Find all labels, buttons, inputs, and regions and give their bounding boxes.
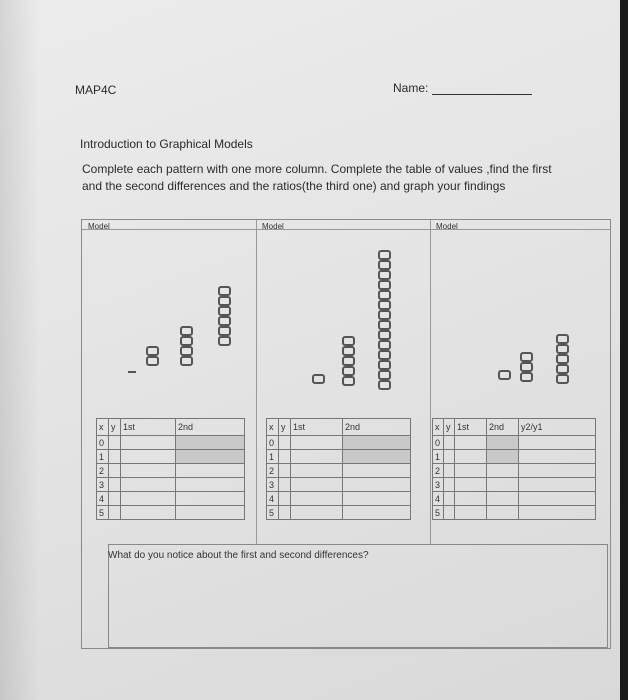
second-diff-cell[interactable] [343,450,411,464]
tile [180,346,193,356]
y-cell[interactable] [279,506,291,520]
tile [520,362,533,372]
tile [378,250,391,260]
name-label: Name: [393,81,429,95]
y-cell[interactable] [279,478,291,492]
x-value: 5 [97,506,109,520]
header-second-diff: 2nd [343,419,411,436]
model-label-3: Model [436,222,458,231]
tile [378,370,391,380]
table-header-row [97,419,245,436]
x-value: 4 [97,492,109,506]
table-row [433,478,596,492]
page-shadow [0,0,40,700]
first-diff-cell[interactable] [121,478,176,492]
first-diff-cell[interactable] [455,464,487,478]
first-diff-cell[interactable] [455,450,487,464]
y-cell[interactable] [444,436,455,450]
x-value: 0 [267,436,279,450]
tile [342,376,355,386]
table-row [97,506,245,520]
first-diff-cell[interactable] [455,436,487,450]
table-row [97,436,245,450]
ratio-cell[interactable] [519,492,596,506]
tile [378,360,391,370]
header-x: x [267,419,279,436]
table-row [267,492,411,506]
tile [180,356,193,366]
second-diff-cell[interactable] [176,464,245,478]
name-blank-line[interactable] [432,94,532,95]
second-diff-cell[interactable] [176,450,245,464]
differences-question: What do you notice about the first and second differences? [108,550,369,561]
table-row [433,492,596,506]
first-diff-cell[interactable] [121,464,176,478]
x-value: 0 [433,436,444,450]
model-label-1: Model [88,222,110,231]
first-diff-cell[interactable] [121,436,176,450]
model-label-2: Model [262,222,284,231]
table-row [433,506,596,520]
x-value: 2 [97,464,109,478]
y-cell[interactable] [444,478,455,492]
header-second-diff: 2nd [176,419,245,436]
tile [218,306,231,316]
first-diff-cell[interactable] [291,478,343,492]
course-code: MAP4C [75,83,117,97]
header-second-diff: 2nd [487,419,519,436]
tile [378,310,391,320]
y-cell[interactable] [279,436,291,450]
tile [218,296,231,306]
y-cell[interactable] [109,478,121,492]
x-value: 1 [433,450,444,464]
header-first-diff: 1st [291,419,343,436]
y-cell[interactable] [109,450,121,464]
first-diff-cell[interactable] [291,506,343,520]
y-cell[interactable] [444,450,455,464]
header-first-diff: 1st [455,419,487,436]
tile [556,364,569,374]
first-diff-cell[interactable] [455,478,487,492]
y-cell[interactable] [279,450,291,464]
ratio-cell[interactable] [519,464,596,478]
table-row [267,450,411,464]
instructions: Complete each pattern with one more column. Complete the table of values ,find the first and the second differences and the ratios(the third one) and graph your findings [82,162,552,193]
ratio-cell[interactable] [519,450,596,464]
second-diff-cell[interactable] [487,478,519,492]
values-table-1 [96,418,245,520]
tile [312,374,325,384]
tile [342,356,355,366]
x-value: 1 [267,450,279,464]
tile [180,336,193,346]
x-value: 0 [97,436,109,450]
table-row [267,478,411,492]
y-cell[interactable] [444,492,455,506]
tile [180,326,193,336]
tile [556,334,569,344]
table-row [433,464,596,478]
first-diff-cell[interactable] [121,506,176,520]
table-header-row [433,419,596,436]
header-y: y [109,419,121,436]
x-value: 3 [267,478,279,492]
tile [378,320,391,330]
tile [378,350,391,360]
first-diff-cell[interactable] [455,492,487,506]
first-diff-cell[interactable] [121,450,176,464]
second-diff-cell[interactable] [343,506,411,520]
table-row [267,436,411,450]
header-y: y [444,419,455,436]
x-value: 4 [433,492,444,506]
header-first-diff: 1st [121,419,176,436]
second-diff-cell[interactable] [176,478,245,492]
x-value: 4 [267,492,279,506]
x-value: 3 [97,478,109,492]
tile [556,344,569,354]
tile [498,370,511,380]
x-value: 1 [97,450,109,464]
first-diff-cell[interactable] [291,450,343,464]
second-diff-cell[interactable] [343,464,411,478]
table-row [433,450,596,464]
second-diff-cell[interactable] [176,506,245,520]
second-diff-cell[interactable] [487,436,519,450]
first-diff-cell[interactable] [455,506,487,520]
table-row [97,450,245,464]
y-cell[interactable] [279,464,291,478]
table-row [267,464,411,478]
tile [520,372,533,382]
x-value: 2 [267,464,279,478]
x-value: 5 [433,506,444,520]
ratio-cell[interactable] [519,478,596,492]
tile [218,326,231,336]
tile [342,336,355,346]
y-cell[interactable] [444,464,455,478]
tile [342,366,355,376]
tile [146,346,159,356]
tile [378,300,391,310]
second-diff-cell[interactable] [487,492,519,506]
tile [378,260,391,270]
column-divider-2 [430,220,431,544]
tile [146,356,159,366]
first-diff-cell[interactable] [291,464,343,478]
x-value: 2 [433,464,444,478]
table-row [97,478,245,492]
tile [378,380,391,390]
table-row [433,436,596,450]
second-diff-cell[interactable] [176,436,245,450]
header-y: y [279,419,291,436]
x-value: 5 [267,506,279,520]
tile [378,340,391,350]
tile [218,286,231,296]
y-cell[interactable] [109,436,121,450]
y-cell[interactable] [109,492,121,506]
ratio-cell[interactable] [519,436,596,450]
values-table-3 [432,418,596,520]
tile [378,280,391,290]
tile [378,270,391,280]
header-ratio: y2/y1 [519,419,596,436]
table-row [97,464,245,478]
empty-column-mark [128,371,136,373]
header-x: x [433,419,444,436]
column-divider-1 [256,220,257,544]
second-diff-cell[interactable] [343,436,411,450]
second-diff-cell[interactable] [487,450,519,464]
y-cell[interactable] [444,506,455,520]
second-diff-cell[interactable] [487,506,519,520]
y-cell[interactable] [279,492,291,506]
second-diff-cell[interactable] [176,492,245,506]
worksheet-title: Introduction to Graphical Models [80,137,253,151]
table-row [267,506,411,520]
tile [520,352,533,362]
y-cell[interactable] [109,506,121,520]
table-header-row [267,419,411,436]
second-diff-cell[interactable] [487,464,519,478]
second-diff-cell[interactable] [343,478,411,492]
ratio-cell[interactable] [519,506,596,520]
tile [556,374,569,384]
second-diff-cell[interactable] [343,492,411,506]
tile [378,290,391,300]
y-cell[interactable] [109,464,121,478]
first-diff-cell[interactable] [291,492,343,506]
first-diff-cell[interactable] [291,436,343,450]
values-table-2 [266,418,411,520]
x-value: 3 [433,478,444,492]
header-x: x [97,419,109,436]
table-row [97,492,245,506]
tile [556,354,569,364]
tile [342,346,355,356]
tile [378,330,391,340]
tile [218,316,231,326]
model-header-divider [82,229,610,230]
tile [218,336,231,346]
page-edge [620,0,628,700]
first-diff-cell[interactable] [121,492,176,506]
